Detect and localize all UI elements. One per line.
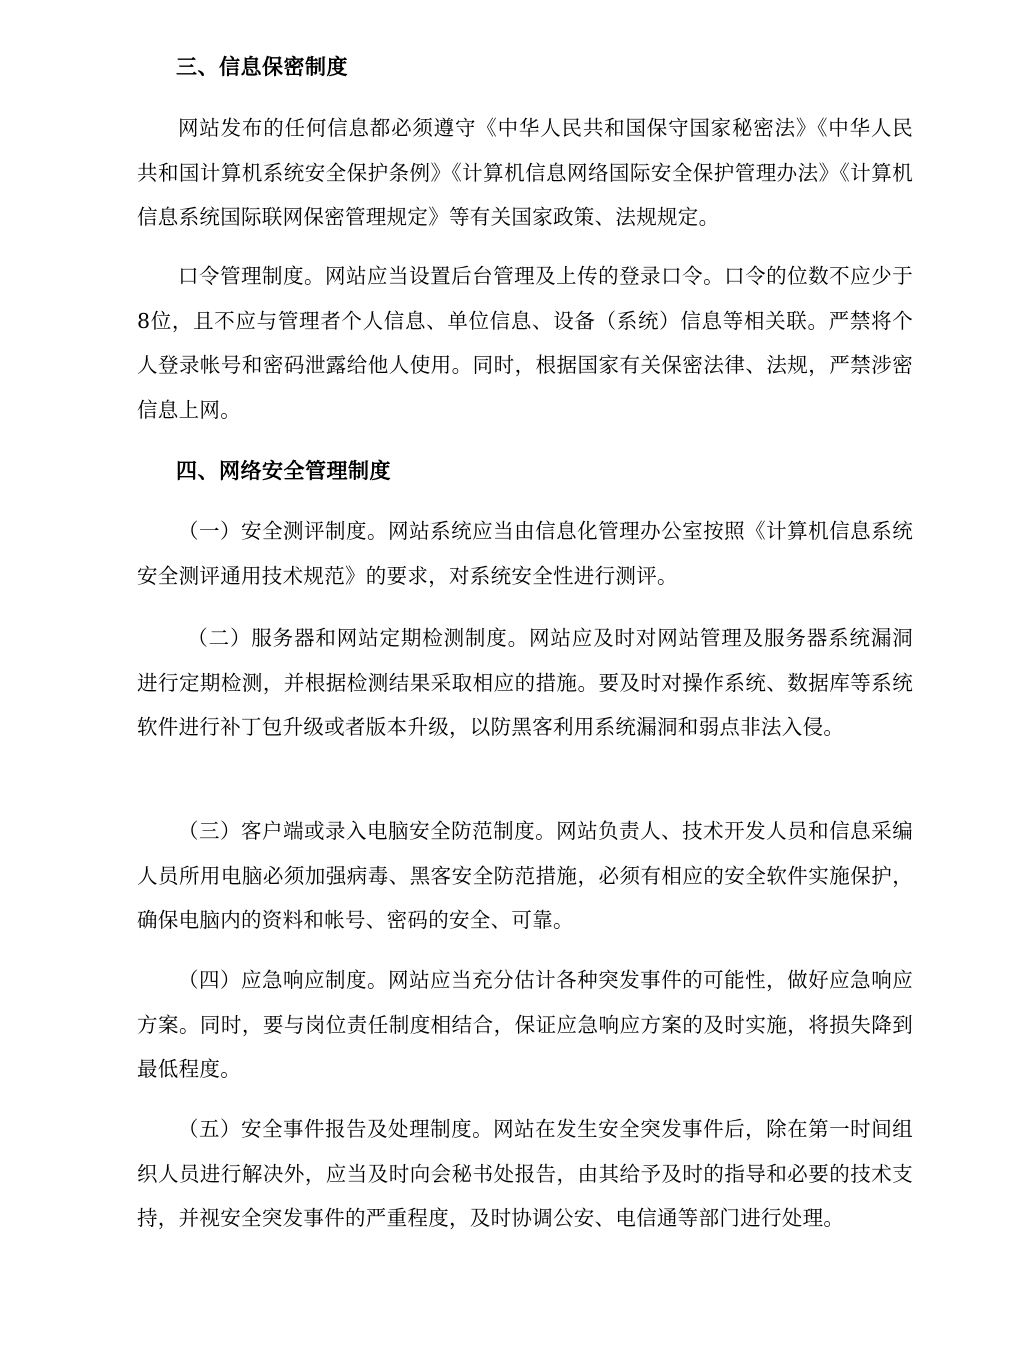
paragraph-client-protection: （三）客户端或录入电脑安全防范制度。网站负责人、技术开发人员和信息采编人员所用电脑必须加强病毒、黑客安全防范措施，必须有相应的安全软件实施保护，确保电脑内的资料和帐号、密码的安全、可靠。	[137, 819, 913, 932]
paragraph-security-evaluation: （一）安全测评制度。网站系统应当由信息化管理办公室按照《计算机信息系统安全测评通用技术规范》的要求，对系统安全性进行测评。	[137, 519, 913, 588]
section-heading-network-security: 四、网络安全管理制度	[176, 459, 391, 483]
paragraph-incident-reporting: （五）安全事件报告及处理制度。网站在发生安全突发事件后，除在第一时间组织人员进行解决外，应当及时向会秘书处报告，由其给予及时的指导和必要的技术支持，并视安全突发事件的严重程度，及时协调公安、电信通等部门进行处理。	[137, 1117, 913, 1230]
section-heading-information-confidentiality: 三、信息保密制度	[176, 55, 348, 79]
paragraph-laws-compliance: 网站发布的任何信息都必须遵守《中华人民共和国保守国家秘密法》《中华人民共和国计算机系统安全保护条例》《计算机信息网络国际安全保护管理办法》《计算机信息系统国际联网保密管理规定》等有关国家政策、法规规定。	[137, 116, 913, 229]
paragraph-server-inspection: （二）服务器和网站定期检测制度。网站应及时对网站管理及服务器系统漏洞进行定期检测，并根据检测结果采取相应的措施。要及时对操作系统、数据库等系统软件进行补丁包升级或者版本升级，以防黑客利用系统漏洞和弱点非法入侵。	[137, 626, 913, 739]
paragraph-password-management: 口令管理制度。网站应当设置后台管理及上传的登录口令。口令的位数不应少于8位，且不应与管理者个人信息、单位信息、设备（系统）信息等相关联。严禁将个人登录帐号和密码泄露给他人使用。同时，根据国家有关保密法律、法规，严禁涉密信息上网。	[137, 264, 913, 422]
paragraph-emergency-response: （四）应急响应制度。网站应当充分估计各种突发事件的可能性，做好应急响应方案。同时，要与岗位责任制度相结合，保证应急响应方案的及时实施，将损失降到最低程度。	[137, 968, 913, 1081]
